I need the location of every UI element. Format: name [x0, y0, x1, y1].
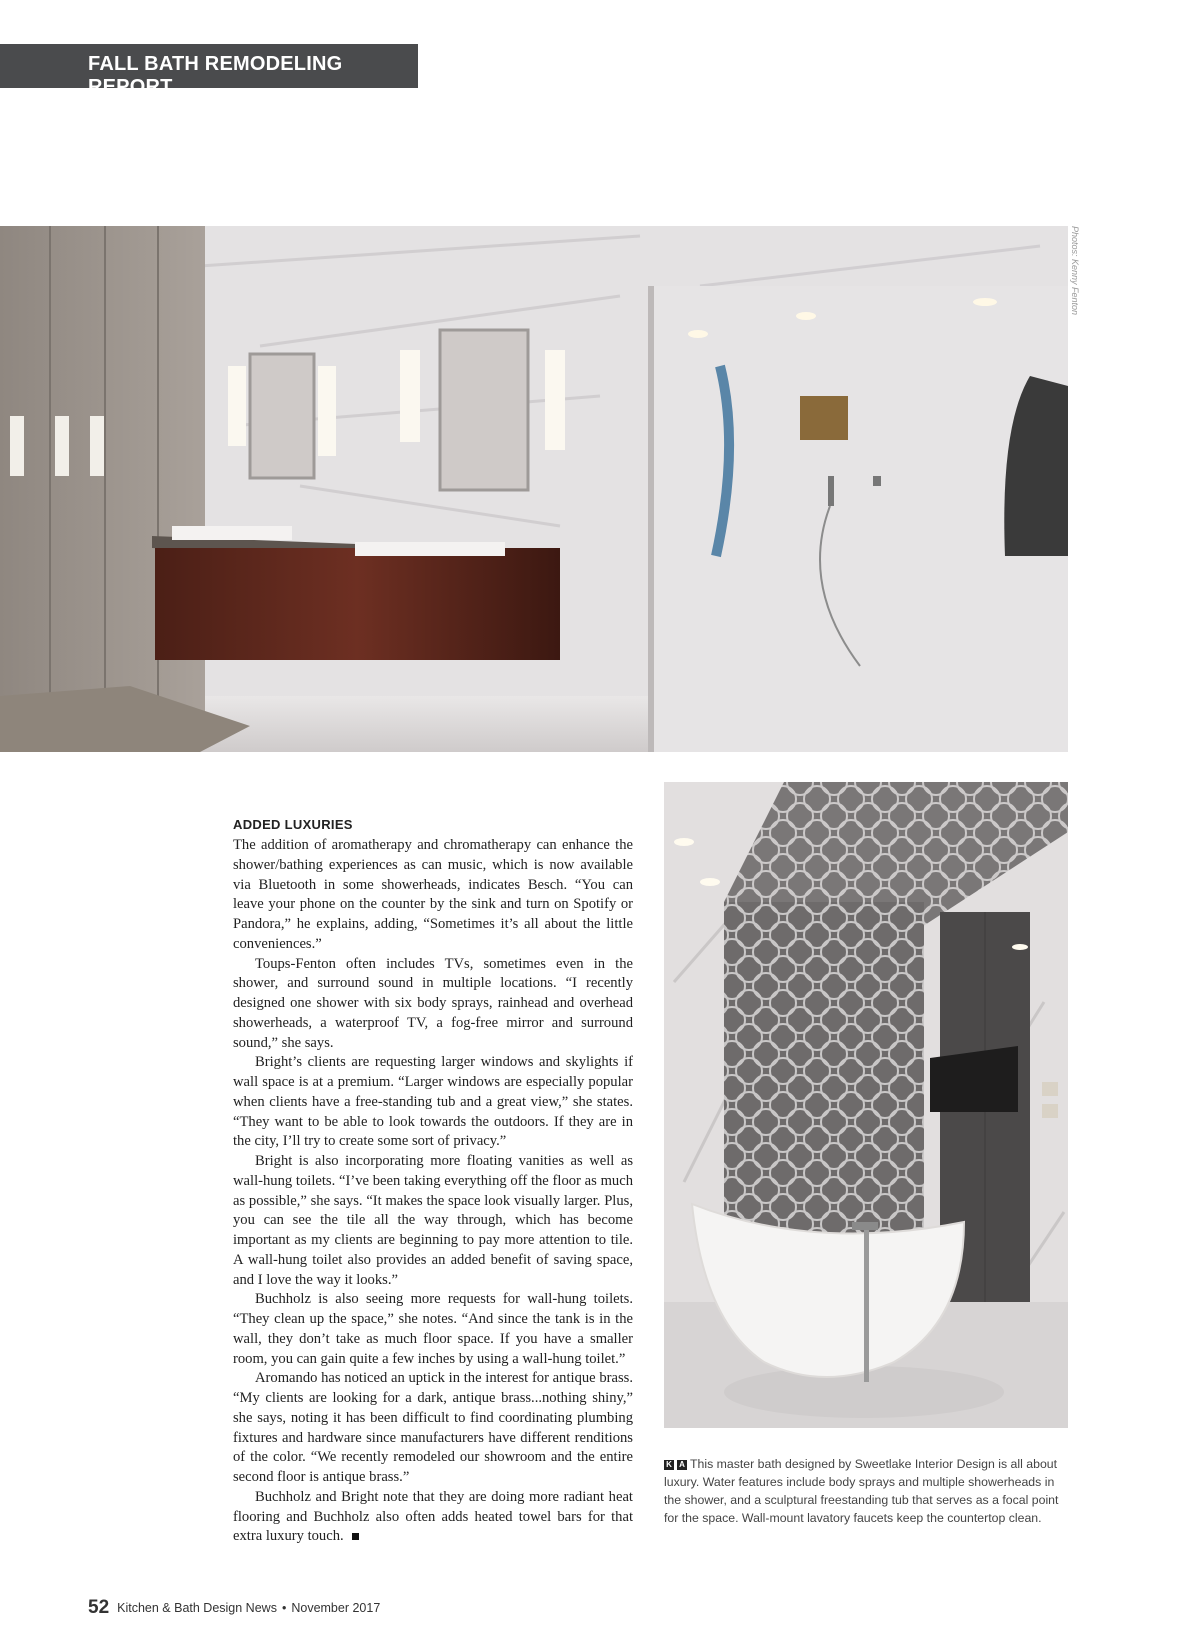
caption-marker-icon: A: [677, 1460, 687, 1470]
issue-date: November 2017: [291, 1601, 381, 1615]
photo-credit: [1063, 226, 1093, 426]
photo-credit-text: Photos: Kenny Fenton: [1070, 226, 1080, 316]
article-paragraph-last: [233, 1488, 633, 1547]
caption-marker-icon: K: [664, 1460, 674, 1470]
section-header-bar: [0, 44, 418, 98]
article-paragraph: Bright’s clients are requesting larger windows and skylights if wall space is at a premium. “Larger windows are especially popular when clients have a free-standing tub and a great view,” she states. “They want to be able to look towards the outdoors. If they are in the city, I’ll try to create some sort of privacy.”: [233, 1054, 633, 1150]
article-paragraph: Toups-Fenton often includes TVs, sometimes even in the shower, and surround sound in multiple locations. “I recently designed one shower with six body sprays, rainhead and overhead showerheads, a waterproof TV, a fog-free mirror and surround sound,” she says.: [233, 955, 633, 1051]
photo-master-bath-illustration: [0, 226, 1068, 752]
article-paragraph: The addition of aromatherapy and chromatherapy can enhance the shower/bathing experiences as can music, which is now available via Bluetooth in some showerheads, indicates Besch. “You can leave your phone on the counter by the sink and turn on Spotify or Pandora,” he explains, adding, “Sometimes it’s all about the little conveniences.”: [233, 837, 633, 952]
photo-caption: [664, 1455, 1068, 1527]
photo-freestanding-tub: [664, 782, 1068, 1428]
article-heading: ADDED LUXURIES: [233, 817, 353, 832]
photo-freestanding-tub-illustration: [664, 782, 1068, 1428]
caption-text: This master bath designed by Sweetlake Interior Design is all about luxury. Water features include body sprays and multiple showerheads in the shower, and a sculptural freestanding tub that serves as a focal point for the space. Wall-mount lavatory faucets keep the countertop clean.: [664, 1457, 1059, 1525]
section-title: FALL BATH REMODELING REPORT: [88, 53, 343, 98]
article-paragraph: Bright is also incorporating more floating vanities as well as wall-hung toilets. “I’ve been taking everything off the floor as much as possible,” she says. “It makes the space look visually larger. Plus, you can see the tile all the way through, which has become important as my clients are beginning to pay more attention to tile. A wall-hung toilet also provides an added benefit of saving space, and I love the way it looks.”: [233, 1153, 633, 1288]
footer-separator: •: [281, 1601, 287, 1615]
publication-name: Kitchen & Bath Design News: [117, 1601, 277, 1615]
page-number: 52: [88, 1597, 110, 1618]
end-of-article-mark: [352, 1533, 359, 1540]
page-footer: [88, 1597, 380, 1619]
article-body: [233, 816, 633, 1547]
photo-master-bath: [0, 226, 1068, 752]
article-paragraph: Aromando has noticed an uptick in the interest for antique brass. “My clients are looking for a dark, antique brass...nothing shiny,” she says, noting it has been difficult to find coordinating plumbing fixtures and hardware since manufacturers have different renditions of the color. “We recently remodeled our showroom and the entire second floor is antique brass.”: [233, 1370, 633, 1485]
article-paragraph: Buchholz is also seeing more requests for wall-hung toilets. “They clean up the space,” she notes. “And since the tank is in the wall, they don’t take as much floor space. If you have a smaller room, you can gain quite a few inches by using a wall-hung toilet.”: [233, 1291, 633, 1367]
article-paragraph-text: Buchholz and Bright note that they are doing more radiant heat flooring and Buchholz also often adds heated towel bars for that extra luxury touch.: [233, 1488, 633, 1545]
